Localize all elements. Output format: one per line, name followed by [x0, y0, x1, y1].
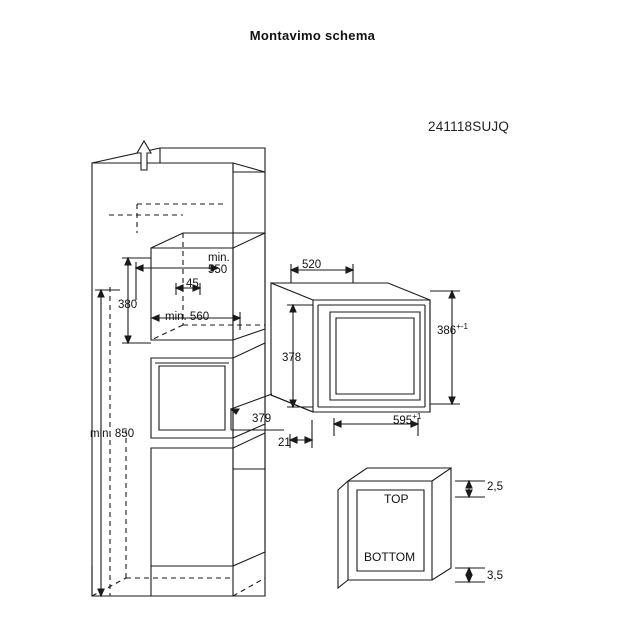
dim-595-tolerance: +1 — [412, 412, 422, 421]
dim-386-tolerance: +-1 — [456, 322, 468, 331]
dim-386: 386 — [437, 324, 457, 337]
dim-min-850: min. 850 — [90, 428, 135, 440]
dim-379: 379 — [252, 413, 272, 425]
dim-386-group — [437, 322, 468, 338]
dim-550: 550 — [208, 264, 228, 276]
dim-min-560: min. 560 — [165, 311, 210, 323]
dim-3-5: 3,5 — [487, 570, 503, 582]
label-bottom: BOTTOM — [364, 550, 416, 564]
model-code: 241118SUJQ — [428, 119, 510, 134]
dim-520: 520 — [302, 259, 322, 271]
dim-45: 45 — [186, 278, 199, 290]
label-top: TOP — [384, 492, 409, 506]
dim-595: 595 — [393, 414, 413, 427]
dim-378: 378 — [282, 352, 302, 364]
dim-min-label: min. — [208, 252, 230, 264]
dim-380: 380 — [118, 299, 138, 311]
dim-2-5: 2,5 — [487, 481, 503, 493]
dim-21: 21 — [278, 437, 291, 449]
page-title: Montavimo schema — [249, 28, 376, 43]
dim-595-group — [393, 412, 421, 428]
